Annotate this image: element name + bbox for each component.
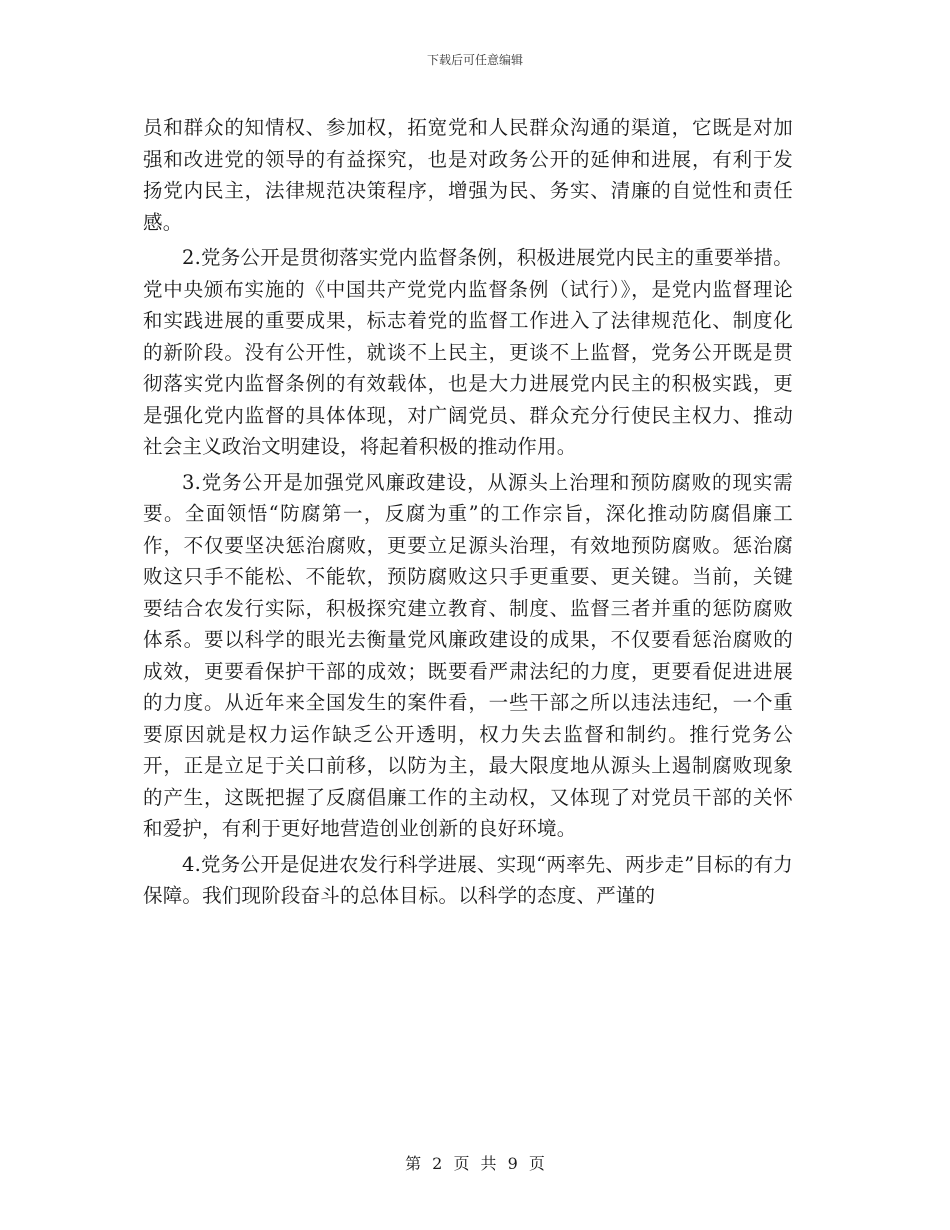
paragraph-point-2: 2.党务公开是贯彻落实党内监督条例，积极进展党内民主的重要举措。党中央颁布实施的《中国共产党党内监督条例（试行）》，是党内监督理论和实践进展的重要成果，标志着党的监督工作进入了法律规范化、制度化的新阶段。没有公开性，就谈不上民主，更谈不上监督，党务公开既是贯彻落实党内监督条例的有效载体，也是大力进展党内民主的积极实践，更是强化党内监督的具体体现，对广阔党员、群众充分行使民主权力、推动社会主义政治文明建设，将起着积极的推动作用。 [143,246,793,458]
document-body [143,112,793,916]
paragraph-continuation: 员和群众的知情权、参加权，拓宽党和人民群众沟通的渠道，它既是对加强和改进党的领导的有益探究，也是对政务公开的延伸和进展，有利于发扬党内民主，法律规范决策程序，增强为民、务实、清廉的自觉性和责任感。 [143,116,793,234]
page-header-note: 下载后可任意编辑 [426,53,523,67]
page-number: 第 2 页 共 9 页 [405,1154,545,1173]
paragraph-point-3: 3.党务公开是加强党风廉政建设，从源头上治理和预防腐败的现实需要。全面领悟“防腐第一，反腐为重”的工作宗旨，深化推动防腐倡廉工作，不仅要坚决惩治腐败，更要立足源头治理，有效地预防腐败。惩治腐败这只手不能松、不能软，预防腐败这只手更重要、更关键。当前，关键要结合农发行实际，积极探究建立教育、制度、监督三者并重的惩防腐败体系。要以科学的眼光去衡量党风廉政建设的成果，不仅要看惩治腐败的成效，更要看保护干部的成效；既要看严肃法纪的力度，更要看促进进展的力度。从近年来全国发生的案件看，一些干部之所以违法违纪，一个重要原因就是权力运作缺乏公开透明，权力失去监督和制约。推行党务公开，正是立足于关口前移，以防为主，最大限度地从源头上遏制腐败现象的产生，这既把握了反腐倡廉工作的主动权，又体现了对党员干部的关怀和爱护，有利于更好地营造创业创新的良好环境。 [143,470,793,840]
paragraph-point-4: 4.党务公开是促进农发行科学进展、实现“两率先、两步走”目标的有力保障。我们现阶段奋斗的总体目标。以科学的态度、严谨的 [143,852,793,907]
